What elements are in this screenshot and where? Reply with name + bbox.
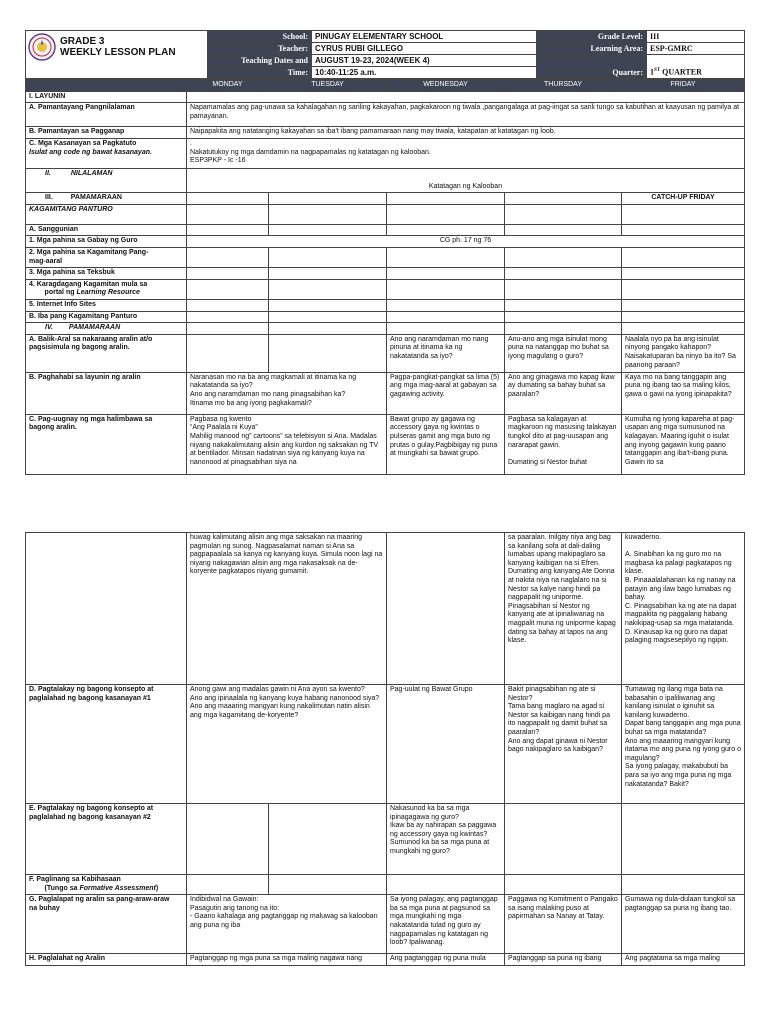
day-thursday: THURSDAY xyxy=(505,80,622,92)
gabay-guro-label: 1. Mga pahina sa Gabay ng Guro xyxy=(26,236,187,248)
paghahabi-monday: Naranasan mo na ba ang magkamali at itinama ka ng nakatatanda sa iyo? Ano ang naramdaman mo nang pinagsabihan ka? Itinama mo ba ang iyong pagkakamali? xyxy=(187,372,387,414)
teacher-label: Teacher: xyxy=(208,43,312,55)
pagtalakay-2-wednesday: Nakasunod ka ba sa mga ipinagagawa ng guro? Ikaw ba ay nahirapan sa paggawa ng accessory gaya ng kwintas? Sumunod ka ba sa mga puna at mungkahi ng guro? xyxy=(387,804,505,875)
paglalahat-monday: Pagtanggap ng mga puna sa mga maling nagawa nang xyxy=(187,954,387,966)
pamantayang-pangnilalaman-text: Napamamalas ang pag-unawa sa kahalagahan ng sariling kakayahan, pagkakaroon ng tiwala ,pangangalaga at pag-iingat sa sarili tungo sa kabutihan at kaayusan ng pamilya at pamayanan. xyxy=(187,103,745,127)
pagtalakay-1-label: D. Pagtalakay ng bagong konsepto at paglalahad ng bagong kasanayan #1 xyxy=(26,685,187,804)
kagamitang-mag-aaral-label: 2. Mga pahina sa Kagamitang Pang- mag-aaral xyxy=(26,247,187,267)
school-label: School: xyxy=(208,31,312,43)
paghahabi-label: B. Paghahabi sa layunin ng aralin xyxy=(26,372,187,414)
nilalaman-text: Katatagan ng Kalooban xyxy=(187,169,745,193)
pagtalakay-1-thursday: Bakit pinagsabihan ng ate si Nestor? Tama bang maglaro na agad si Nestor sa kaibigan nang hindi pa ito nagpapalit ng damit buhat sa paaralan? Ano ang dapat ginawa ni Nestor bago nakipaglaro sa kaibigan? xyxy=(505,685,622,804)
pagtalakay-1-monday: Anong gawi ang madalas gawin ni Ana ayon sa kwento? Ano ang ipinaalala ng kanyang kuya habang nanonood siya? Ano ang maaaring mangyari kung nakalimutan natin alisin ang mga kagamitang de-koryente? xyxy=(187,685,387,804)
pagtalakay-1-wednesday: Pag-uulat ng Bawat Grupo xyxy=(387,685,505,804)
kagamitan-heading: KAGAMITANG PANTURO xyxy=(26,204,187,224)
gabay-guro-text: CG ph. 17 ng 76 xyxy=(187,236,745,248)
plan-table-page1 xyxy=(25,79,745,475)
day-monday: MONDAY xyxy=(187,80,269,92)
pagtalakay-2-label: E. Pagtalakay ng bagong konsepto at paglalahad ng bagong kasanayan #2 xyxy=(26,804,187,875)
kasanayan-label: C. Mga Kasanayan sa Pagkatuto xyxy=(29,140,137,148)
area-label: Learning Area: xyxy=(537,43,647,55)
sanggunian-heading: A. Sanggunian xyxy=(26,224,187,236)
pamantayan-pagganap-label: B. Pamantayan sa Pagganap xyxy=(26,127,187,139)
pag-uugnay-monday: Pagbasa ng kwento “Ang Paalala ni Kuya” Mahilig manood ng” cartoons” sa telebisyon si Ana. Madalas niyang nakakalimutang alisin ang kurdon ng saksakan ng TV at bentilador. Minsan nadatnan siya ng kanyang kuya na nanonood at pinagsabihan siya na xyxy=(187,414,387,474)
kasanayan-label-cell xyxy=(26,139,187,169)
kasanayan-dot: . xyxy=(190,140,192,148)
plan-table-page2 xyxy=(25,532,745,966)
paglalahat-wednesday: Ang pagtanggap ng puna mula xyxy=(387,954,505,966)
paglalapat-monday: Indibidwal na Gawain: Pasagutin ang tanong na ito: - Gaano kahalaga ang pagtanggap ng maluwag sa kalooban ang puna ng iba xyxy=(187,895,387,954)
pag-uugnay-monday-cont: huwag kalimutang alisin ang mga saksakan na maaring pagmulan ng sunog. Nagpasalamat naman si Ana sa pagpapaalala sa kanya ng kanyang kuya. Simula noon lagi na niyang nakagawian alisin ang mga nakasaksak na de-koryente pagkatapos niyang gumamit. xyxy=(187,533,387,685)
paglalapat-thursday: Paggawa ng Komitment o Pangako sa isang malaking puso at papirmahan sa Nanay at Tatay. xyxy=(505,895,622,954)
pamamaraan-heading: III. PAMAMARAAN xyxy=(26,193,187,205)
paglalahat-friday: Ang pagtatama sa mga maling xyxy=(622,954,745,966)
school-value: PINUGAY ELEMENTARY SCHOOL xyxy=(312,31,537,43)
paglinang-label: F. Paglinang sa Kabihasaan (Tungo sa Formative Assessment) xyxy=(26,875,187,895)
balik-aral-thursday: Anu-ano ang mga isinulat mong puna na natanggap mo buhat sa iyong magulang o guro? xyxy=(505,334,622,372)
paghahabi-wednesday: Pagpa-pangkat-pangkat sa lima (5) ang mga mag-aaral at gabayan sa gagawing activity. xyxy=(387,372,505,414)
pag-uugnay-wednesday: Bawat grupo ay gagawa ng accessory gaya ng kwintas o pulseras gamit ang mga buto ng prutas o gulay.Pagbibigay ng puna at mungkahi sa bawat grupo. xyxy=(387,414,505,474)
nilalaman-heading: II. NILALAMAN xyxy=(26,169,187,193)
quarter-value: 1ST QUARTER xyxy=(647,55,745,79)
iba-pang-kagamitan-label: B. Iba pang Kagamitang Panturo xyxy=(26,311,187,323)
day-tuesday: TUESDAY xyxy=(269,80,387,92)
time-value: 10:40-11:25 a.m. xyxy=(312,67,537,79)
balik-aral-wednesday: Ano ang naramdaman mo nang pinuna at itinama ka ng nakatatanda sa iyo? xyxy=(387,334,505,372)
layunin-heading: I. LAYUNIN xyxy=(26,91,187,103)
pag-uugnay-friday-cont: kuwaderno. A. Sinabihan ka ng guro mo na magbasa ka palagi pagkatapos ng klase. B. Pinaaalalahanan ka ng nanay na patayin ang ilaw bago lumabas ng bahay. C. Pinagsabihan ka ng ate na dapat magpakita ng paggalang habang nakikipag-usap sa mga matatanda. D. Kinausap ka ng guro na dapat palaging magsesepilyo ng ngipin. xyxy=(622,533,745,685)
dates-label: Teaching Dates and xyxy=(208,55,312,67)
balik-aral-friday: Naalala nyo pa ba ang isinulat ninyong pangako kahapon? Naisakatuparan ba ninyo ba ito? Sa paanong paraan? xyxy=(622,334,745,372)
time-label: Time: xyxy=(208,67,312,79)
kasanayan-text: Nakatutukoy ng mga damdamin na nagpapamalas ng katatagan ng kalooban. xyxy=(190,148,431,156)
paglalapat-friday: Gumawa ng dula-dulaan tungkol sa pagtanggap sa puna ng ibang tao. xyxy=(622,895,745,954)
days-corner xyxy=(26,80,187,92)
header-logo-cell xyxy=(26,31,208,79)
paglalahat-thursday: Pagtanggap sa puna ng ibang xyxy=(505,954,622,966)
pamantayang-pangnilalaman-label: A. Pamantayang Pangnilalaman xyxy=(26,103,187,127)
day-friday: FRIDAY xyxy=(622,80,745,92)
dates-value: AUGUST 19-23, 2024(WEEK 4) xyxy=(312,55,537,67)
catchup-friday: CATCH-UP FRIDAY xyxy=(622,193,745,205)
balik-aral-label: A. Balik-Aral sa nakaraang aralin at/o pagsisimula ng bagong aralin. xyxy=(26,334,187,372)
internet-info-label: 5. Internet Info Sites xyxy=(26,299,187,311)
karagdagang-kagamitan-label: 4. Karagdagang Kagamitan mula sa portal ng Learning Resource xyxy=(26,279,187,299)
kasanayan-sub: Isulat ang code ng bawat kasanayan. xyxy=(29,148,152,156)
pag-uugnay-thursday-cont: sa paaralan. Inilgay niya ang bag sa kanilang sofa at dali-daling lumabas upang makipaglaro sa kanyang kaibigan na si Efren. Dumating ang kanyang Ate Donna at nakita niya na naglalaro na si Nestor sa kalye nang hindi pa nagpapalit ng uniporme. Pinagsabihan si Nestor ng kanyang ate at ipinaliwanag na magpalit muna ng uniporme kapag dating sa bahay at tapos na ang klase. xyxy=(505,533,622,685)
header-table xyxy=(25,30,745,79)
paglalahat-label: H. Paglalahat ng Aralin xyxy=(26,954,187,966)
quarter-label: Quarter: xyxy=(537,55,647,79)
paglalapat-label: G. Paglalapat ng aralin sa pang-araw-araw na buhay xyxy=(26,895,187,954)
area-value: ESP-GMRC xyxy=(647,43,745,55)
kasanayan-text-cell xyxy=(187,139,745,169)
grade-value: III xyxy=(647,31,745,43)
iv-pamamaraan-heading: IV. PAMAMARAAN xyxy=(26,323,187,335)
paghahabi-friday: Kaya mo na bang tanggapin ang puna ng ibang tao sa maling kilos, gawa o gawi na iyong ipinapakita? xyxy=(622,372,745,414)
header-title-plan: WEEKLY LESSON PLAN xyxy=(60,47,176,58)
deped-seal-icon xyxy=(28,33,56,61)
pag-uugnay-thursday: Pagbasa sa kalagayan at magkaroon ng masusing talakayan tungkol dito at pag-uusapan ang nararapat gawin. Dumating si Nestor buhat xyxy=(505,414,622,474)
pagtalakay-1-friday: Tumawag ng ilang mga bata na babasahin o ipaliliwanag ang kanilang isinulat o iginuhit sa kanilang kuwaderno. Dapat bang tanggapin ang mga puna buhat sa mga matatanda? Ano ang maaaring mangyari kung itatama mo ang puna ng iyong guro o magulang? Sa iyong palagay, makabubuti ba para sa iyo ang mga puna ng mga nakatatanda? Bakit? xyxy=(622,685,745,804)
teksbuk-label: 3. Mga pahina sa Teksbuk xyxy=(26,268,187,280)
header-title-grade: GRADE 3 xyxy=(60,36,105,47)
pag-uugnay-friday: Kumuha ng iyong kapareha at pag-usapan ang mga sumusunod na kalagayan. Maaring iguhit o isulat ang inyong gagawin kung paano tatanggapin ang iba't-ibang puna. Gawin ito sa xyxy=(622,414,745,474)
pamantayan-pagganap-text: Naipapakita ang natatanging kakayahan sa iba't ibang pamamaraan nang may tiwala, katapatan at katatagan ng loob. xyxy=(187,127,745,139)
day-wednesday: WEDNESDAY xyxy=(387,80,505,92)
teacher-value: CYRUS RUBI GILLEGO xyxy=(312,43,537,55)
paghahabi-thursday: Ano ang ginagawa mo kapag ikaw ay dumating sa bahay buhat sa paaralan? xyxy=(505,372,622,414)
kasanayan-code: ESP3PKP - Ic -16 xyxy=(190,157,246,165)
pag-uugnay-label: C. Pag-uugnay ng mga halimbawa sa bagong aralin. xyxy=(26,414,187,474)
grade-label: Grade Level: xyxy=(537,31,647,43)
paglalapat-wednesday: Sa iyong palagay, ang pagtanggap ba sa mga puna at pagsunod sa mga mungkahi ng mga nakatatanda tulad ng guro ay nagpapamalas ng katatagan ng loob? Ipaliwanag. xyxy=(387,895,505,954)
